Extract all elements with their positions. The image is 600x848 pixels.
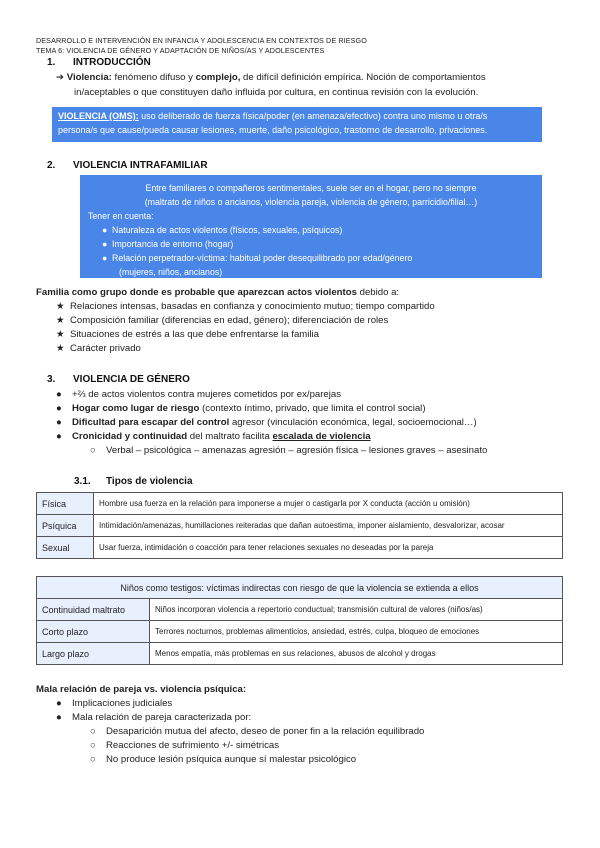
- mala-relacion-list: [56, 697, 424, 767]
- type-label: Sexual: [37, 537, 94, 559]
- table-row: [37, 493, 563, 515]
- oms-definition-box: [52, 107, 542, 142]
- intrafamiliar-box: [80, 175, 542, 278]
- table-header-row: [37, 577, 563, 599]
- section-3-title: VIOLENCIA DE GÉNERO: [73, 374, 190, 385]
- violencia-term: Violencia:: [66, 72, 112, 83]
- star-icon: ★: [56, 343, 65, 354]
- star-icon: ★: [56, 315, 65, 326]
- intro-text: fenómeno difuso y: [111, 72, 196, 83]
- bullet-item: ● Hogar como lugar de riesgo (contexto íntimo, privado, que limita el control social): [56, 403, 426, 414]
- oms-text-2: persona/s que cause/pueda causar lesiones, muerte, daño psicológico, trastorno de desarrollo, privaciones.: [58, 125, 488, 135]
- section-1-number: 1.: [47, 57, 56, 68]
- ninos-label: Largo plazo: [37, 643, 150, 665]
- bullet-item: ● Implicaciones judiciales: [56, 698, 173, 709]
- mala-relacion-title: Mala relación de pareja vs. violencia psíquica:: [36, 684, 247, 695]
- intrafamiliar-line-2: (maltrato de niños o ancianos, violencia pareja, violencia de género, parricidio/filial…): [144, 197, 478, 207]
- star-item: ★ Relaciones intensas, basadas en confianza y conocimiento mutuo; tiempo compartido: [56, 301, 435, 312]
- table-row: [37, 599, 563, 621]
- familia-bold: Familia como grupo donde es probable que aparezcan actos violentos: [36, 287, 357, 298]
- intro-line-1: [56, 71, 486, 85]
- oms-text-1: uso deliberado de fuerza física/poder (en amenaza/efectivo) contra uno mismo u otra/s: [138, 111, 488, 121]
- genero-bullets: [56, 388, 487, 458]
- star-icon: ★: [56, 329, 65, 340]
- star-item: ★ Situaciones de estrés a las que debe enfrentarse la familia: [56, 329, 320, 340]
- ninos-desc: Terrores nocturnos, problemas alimenticios, ansiedad, estrés, culpa, bloqueo de emociones: [150, 621, 563, 643]
- table-row: [37, 643, 563, 665]
- sub-bullet-item: ○ Verbal – psicológica – amenazas agresión – agresión física – lesiones graves – asesinato: [90, 445, 488, 456]
- header-line-1: DESARROLLO E INTERVENCIÓN EN INFANCIA Y ADOLESCENCIA EN CONTEXTOS DE RIESGO: [36, 36, 367, 45]
- ninos-header: Niños como testigos: víctimas indirectas con riesgo de que la violencia se extienda a ellos: [37, 577, 563, 599]
- ninos-label: Corto plazo: [37, 621, 150, 643]
- ninos-testigos-table: [36, 576, 563, 665]
- box-item-continuation: (mujeres, niños, ancianos): [119, 267, 223, 277]
- box-item: ● Relación perpetrador-víctima: habitual poder desequilibrado por edad/género: [102, 253, 413, 263]
- star-icon: ★: [56, 301, 65, 312]
- section-2-number: 2.: [47, 160, 56, 171]
- complejo-term: complejo,: [195, 72, 241, 83]
- subsection-3-1-title: Tipos de violencia: [106, 476, 193, 487]
- section-1-title: INTRODUCCIÓN: [73, 57, 151, 68]
- intro-text-rest: de difícil definición empírica. Noción de comportamientos: [240, 72, 486, 83]
- ninos-desc: Menos empatía, más problemas en sus relaciones, abusos de alcohol y drogas: [150, 643, 563, 665]
- box-item: ● Naturaleza de actos violentos (físicos, sexuales, psíquicos): [102, 225, 343, 235]
- bullet-item: ● +⅔ de actos violentos contra mujeres cometidos por ex/parejas: [56, 389, 342, 400]
- tener-en-cuenta: Tener en cuenta:: [88, 211, 154, 221]
- ninos-desc: Niños incorporan violencia a repertorio conductual; transmisión cultural de valores (niños/as): [150, 599, 563, 621]
- sub-bullet-item: ○ No produce lesión psíquica aunque sí malestar psicológico: [90, 754, 357, 765]
- subsection-3-1-number: 3.1.: [74, 476, 91, 487]
- section-2-title: VIOLENCIA INTRAFAMILIAR: [73, 160, 208, 171]
- intrafamiliar-line-1: Entre familiares o compañeros sentimentales, suele ser en el hogar, pero no siempre: [145, 183, 477, 193]
- type-desc: Intimidación/amenazas, humillaciones reiteradas que dañan autoestima, imponer aislamiento, desvalorizar, acosar: [94, 515, 563, 537]
- star-list: [56, 300, 435, 356]
- sub-bullet-item: ○ Desaparición mutua del afecto, deseo de poner fin a la relación equilibrado: [90, 726, 425, 737]
- table-row: [37, 537, 563, 559]
- arrow-icon: ➔: [56, 72, 65, 83]
- bullet-item: ● Mala relación de pareja caracterizada por:: [56, 712, 252, 723]
- intro-line-2: in/aceptables o que constituyen daño influida por cultura, en continua revisión con la evolución.: [74, 87, 479, 98]
- violence-types-table: [36, 492, 563, 559]
- sub-bullet-item: ○ Reacciones de sufrimiento +/- simétricas: [90, 740, 280, 751]
- box-item: ● Importancia de entorno (hogar): [102, 239, 234, 249]
- type-label: Física: [37, 493, 94, 515]
- table-row: [37, 621, 563, 643]
- section-3-number: 3.: [47, 374, 56, 385]
- star-item: ★ Composición familiar (diferencias en edad, género); diferenciación de roles: [56, 315, 389, 326]
- bullet-item: ● Dificultad para escapar del control agresor (vinculación económica, legal, socioemocional…): [56, 417, 477, 428]
- familia-rest: debido a:: [356, 287, 400, 298]
- ninos-label: Continuidad maltrato: [37, 599, 150, 621]
- bullet-item: ● Cronicidad y continuidad del maltrato facilita escalada de violencia: [56, 431, 371, 442]
- type-desc: Usar fuerza, intimidación o coacción para tener relaciones sexuales no deseadas por la pareja: [94, 537, 563, 559]
- oms-label: VIOLENCIA (OMS):: [58, 111, 139, 121]
- star-item: ★ Carácter privado: [56, 343, 141, 354]
- type-desc: Hombre usa fuerza en la relación para imponerse a mujer o castigarla por X conducta (acción u omisión): [94, 493, 563, 515]
- table-row: [37, 515, 563, 537]
- familia-heading: [36, 286, 399, 300]
- type-label: Psíquica: [37, 515, 94, 537]
- header-line-2: TEMA 6: VIOLENCIA DE GÉNERO Y ADAPTACIÓN DE NIÑOS/AS Y ADOLESCENTES: [36, 46, 325, 55]
